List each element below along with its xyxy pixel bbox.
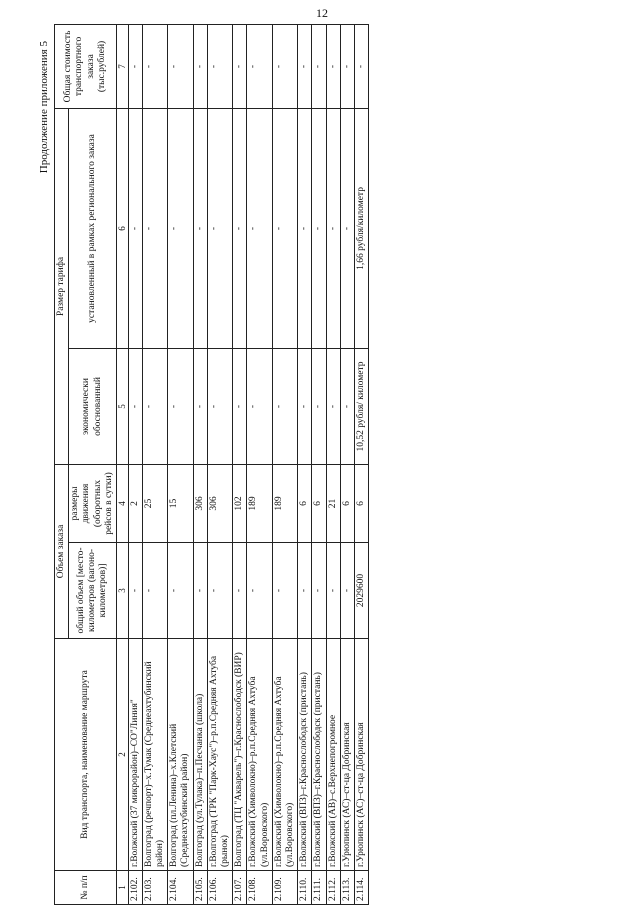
table-row	[326, 24, 340, 904]
cell-v7: -	[193, 24, 207, 108]
route-name: г.Волжский (Химволокно)–р.п.Средняя Ахтуба (ул.Воровского)	[272, 639, 297, 871]
cell-v3: -	[193, 543, 207, 639]
row-number: 2.105.	[193, 871, 207, 905]
route-name: Волгоград (ТЦ "Акварель")–г.Краснослободск (ВИР)	[233, 639, 247, 871]
cell-v5: 10,52 рубля/ километр	[355, 348, 369, 464]
transport-order-table	[54, 24, 369, 905]
cell-v7: -	[247, 24, 272, 108]
table-row	[355, 24, 369, 904]
cell-v7: -	[207, 24, 232, 108]
cell-v6: -	[207, 108, 232, 348]
cell-v6: 1,66 рубля/километр	[355, 108, 369, 348]
route-name: г.Волжский (АВ)–с.Верхнепогромное	[326, 639, 340, 871]
route-name: г.Урюпинск (АС)–ст-ца Добринская	[340, 639, 354, 871]
row-number: 2.103.	[142, 871, 167, 905]
cell-v6: -	[312, 108, 326, 348]
cell-v7: -	[326, 24, 340, 108]
cell-v6: -	[128, 108, 142, 348]
cell-v6: -	[247, 108, 272, 348]
cell-v7: -	[340, 24, 354, 108]
cell-v3: -	[168, 543, 193, 639]
cell-v5: -	[312, 348, 326, 464]
row-number: 2.102.	[128, 871, 142, 905]
row-number: 2.112.	[326, 871, 340, 905]
table-row	[193, 24, 207, 904]
cell-v3: 2029600	[355, 543, 369, 639]
table-row	[247, 24, 272, 904]
cell-v4: 189	[272, 464, 297, 542]
cell-v6: -	[272, 108, 297, 348]
cell-v5: -	[207, 348, 232, 464]
table-row	[272, 24, 297, 904]
header-tariff-size: Размер тарифа	[55, 108, 69, 464]
cell-v4: 25	[142, 464, 167, 542]
cell-v5: -	[193, 348, 207, 464]
cell-v4: 6	[340, 464, 354, 542]
cell-v6: -	[142, 108, 167, 348]
table-row	[233, 24, 247, 904]
row-number: 2.106.	[207, 871, 232, 905]
cell-v6: -	[233, 108, 247, 348]
cell-v4: 6	[312, 464, 326, 542]
header-route-name: Вид транспорта, наименование маршрута	[55, 639, 117, 871]
table-row	[207, 24, 232, 904]
cell-v7: -	[298, 24, 312, 108]
table-row	[312, 24, 326, 904]
cell-v4: 306	[193, 464, 207, 542]
cell-v6: -	[298, 108, 312, 348]
cell-v3: -	[233, 543, 247, 639]
cell-v3: -	[298, 543, 312, 639]
row-number: 2.114.	[355, 871, 369, 905]
cell-v4: 21	[326, 464, 340, 542]
cell-v5: -	[326, 348, 340, 464]
header-total-volume: общий объем [место-километров (вагоно-километров)]	[69, 543, 117, 639]
route-name: Волгоград (пл.Ленина)–х.Клетский (Среднеахтубинский район)	[168, 639, 193, 871]
cell-v5: -	[247, 348, 272, 464]
cell-v5: -	[272, 348, 297, 464]
cell-v6: -	[326, 108, 340, 348]
cell-v7: -	[168, 24, 193, 108]
cell-v3: -	[128, 543, 142, 639]
cell-v6: -	[193, 108, 207, 348]
route-name: г.Волгоград (ТРК "Парк-Хаус")–р.п.Средняя Ахтуба (рынок)	[207, 639, 232, 871]
column-numbers-row	[117, 24, 129, 904]
table-body	[128, 24, 369, 904]
cell-v3: -	[312, 543, 326, 639]
cell-v7: -	[355, 24, 369, 108]
cell-v4: 15	[168, 464, 193, 542]
cell-v4: 306	[207, 464, 232, 542]
cell-v5: -	[298, 348, 312, 464]
header-economic-tariff: экономически обоснованный	[69, 348, 117, 464]
cell-v7: -	[142, 24, 167, 108]
cell-v5: -	[233, 348, 247, 464]
cell-v7: -	[233, 24, 247, 108]
column-number: 2	[117, 639, 129, 871]
cell-v3: -	[142, 543, 167, 639]
column-number: 1	[117, 871, 129, 905]
column-number: 7	[117, 24, 129, 108]
cell-v7: -	[312, 24, 326, 108]
cell-v4: 102	[233, 464, 247, 542]
route-name: г.Волжский (ВПЗ)–г.Краснослободск (пристань)	[298, 639, 312, 871]
route-name: г.Волжский (37 микрорайон)–СО"Линия"	[128, 639, 142, 871]
route-name: Волгоград (ул.Тулака)–п.Песчанка (школа)	[193, 639, 207, 871]
row-number: 2.107.	[233, 871, 247, 905]
cell-v3: -	[272, 543, 297, 639]
header-order-volume: Объем заказа	[55, 464, 69, 638]
cell-v5: -	[168, 348, 193, 464]
cell-v5: -	[340, 348, 354, 464]
cell-v3: -	[207, 543, 232, 639]
route-name: Волгоград (речпорт)–х.Тумак (Среднеахтубинский район)	[142, 639, 167, 871]
cell-v4: 189	[247, 464, 272, 542]
cell-v6: -	[340, 108, 354, 348]
table-row	[128, 24, 142, 904]
cell-v3: -	[247, 543, 272, 639]
cell-v4: 6	[355, 464, 369, 542]
cell-v4: 6	[298, 464, 312, 542]
row-number: 2.111.	[312, 871, 326, 905]
header-number: № п/п	[55, 871, 117, 905]
appendix-heading: Продолжение приложения 5	[38, 41, 50, 174]
cell-v6: -	[168, 108, 193, 348]
cell-v7: -	[272, 24, 297, 108]
cell-v3: -	[326, 543, 340, 639]
column-number: 5	[117, 348, 129, 464]
cell-v4: 2	[128, 464, 142, 542]
table-row	[142, 24, 167, 904]
row-number: 2.108.	[247, 871, 272, 905]
table-row	[298, 24, 312, 904]
table-row	[168, 24, 193, 904]
table-row	[340, 24, 354, 904]
header-established-tariff: установленный в рамках регионального заказа	[69, 108, 117, 348]
cell-v5: -	[128, 348, 142, 464]
column-number: 3	[117, 543, 129, 639]
cell-v5: -	[142, 348, 167, 464]
page-number: 12	[316, 6, 328, 20]
row-number: 2.113.	[340, 871, 354, 905]
row-number: 2.110.	[298, 871, 312, 905]
cell-v7: -	[128, 24, 142, 108]
column-number: 6	[117, 108, 129, 348]
row-number: 2.104.	[168, 871, 193, 905]
column-number: 4	[117, 464, 129, 542]
header-total-cost: Общая стоимость транспортного заказа (тыс.рублей)	[55, 24, 117, 108]
cell-v3: -	[340, 543, 354, 639]
route-name: г.Волжский (ВПЗ)–г.Краснослободск (пристань)	[312, 639, 326, 871]
route-name: г.Урюпинск (АС)–ст-ца Добринская	[355, 639, 369, 871]
header-trip-count: размеры движения (оборотных рейсов в сутки)	[69, 464, 117, 542]
row-number: 2.109.	[272, 871, 297, 905]
route-name: г.Волжский (Химволокно)–р.п.Средняя Ахтуба (ул.Воровского)	[247, 639, 272, 871]
